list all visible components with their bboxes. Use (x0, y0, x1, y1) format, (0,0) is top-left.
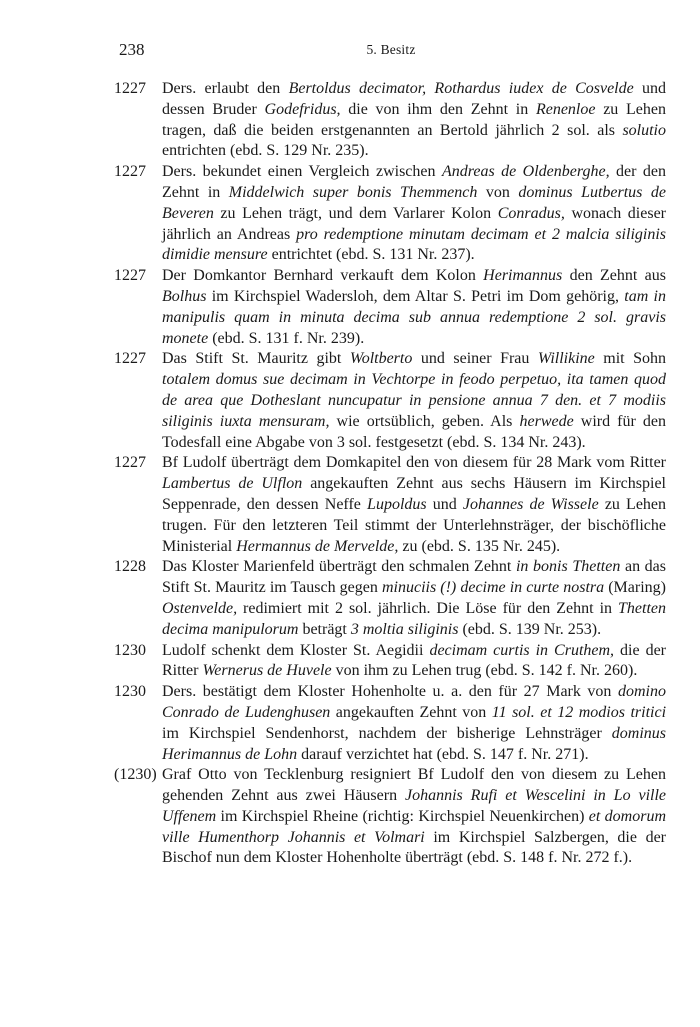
entry-year: 1230 (114, 683, 146, 701)
entry-text-segment: entrichten (ebd. S. 129 Nr. 235). (162, 142, 369, 160)
entry-text-segment: wie ortsüblich, geben. Als (329, 412, 520, 430)
entry-year: 1227 (114, 454, 146, 472)
chronicle-entries (114, 79, 666, 869)
entry-text-segment: Ders. bekundet einen Vergleich zwischen (162, 163, 442, 181)
entry-text-segment: Der Domkantor Bernhard verkauft dem Kolon (162, 267, 484, 285)
entry-year: 1230 (114, 641, 146, 659)
entry-text-segment: entrichtet (ebd. S. 131 Nr. 237). (267, 246, 475, 264)
entry-text-segment: angekauften Zehnt aus sechs Häusern im Kirchspiel Seppenrade, den dessen Neffe (162, 475, 666, 513)
entry-text (162, 557, 666, 640)
latin-quote: solutio (622, 121, 666, 139)
latin-quote: Woltberto (349, 350, 413, 368)
entry-year: 1228 (114, 558, 146, 576)
entry-text-segment: (ebd. S. 131 f. Nr. 239). (208, 329, 365, 347)
entry-text (162, 349, 666, 453)
entry-text-segment: (ebd. S. 139 Nr. 253). (458, 620, 602, 638)
entry-text-segment: zu Lehen trägt, und dem Varlarer Kolon (213, 204, 498, 222)
latin-quote: minuciis (!) decime in curte nostra (381, 579, 605, 597)
entry-text-segment: die von ihm den Zehnt in (340, 100, 536, 118)
entry-text-segment: mit Sohn (594, 350, 666, 368)
entry-year: 1227 (114, 163, 146, 181)
entry-text-segment: und (426, 495, 463, 513)
page-header (119, 40, 663, 64)
entry-text-segment: angekauften Zehnt von (330, 703, 492, 721)
running-head: 5. Besitz (366, 42, 416, 57)
latin-quote: Bertoldus decimator, Rothardus iudex de Cosvelde (288, 80, 634, 97)
entry-text-segment: von (477, 183, 519, 201)
latin-quote: Lupoldus (367, 495, 427, 513)
entry-text-segment: im Kirchspiel Rheine (richtig: Kirchspiel Neuenkirchen) (216, 807, 589, 825)
latin-quote: Conradus, (497, 204, 565, 222)
latin-quote: Bolhus (162, 287, 207, 305)
entry-year: 1227 (114, 80, 146, 97)
entry-text-segment: beträgt (298, 620, 351, 638)
latin-quote: in bonis Thetten (515, 558, 621, 576)
entry-text-segment: Graf Otto von Tecklenburg resigniert Bf Ludolf den von diesem zu Lehen gehenden Zehnt aus zwei Häusern (162, 766, 666, 805)
entry-text-segment: Das Kloster Marienfeld überträgt den schmalen Zehnt (162, 558, 516, 576)
latin-quote: Thetten decima manipulorum (162, 599, 666, 638)
entry-text (162, 453, 666, 557)
latin-quote: Andreas de Oldenberghe, (441, 163, 610, 181)
entry-text-segment: (Maring) (604, 579, 666, 597)
entry-text-segment: zu Lehen tragen, daß die beiden erstgenannten an Bertold jährlich 2 sol. als (162, 100, 666, 139)
latin-quote: domino Conrado de Ludenghusen (162, 683, 666, 721)
entry-text-segment: zu (ebd. S. 135 Nr. 245). (398, 537, 561, 555)
entry-text-segment: zu Lehen trugen. Für den letzteren Teil stimmt der Unterlehnsträger, der bischöfliche Ministerial (162, 495, 667, 555)
entry-text-segment: Das Stift St. Mauritz gibt (162, 350, 350, 368)
latin-quote: Wernerus de Huvele (202, 662, 332, 680)
entry-text-segment: Ders. erlaubt den (162, 80, 289, 97)
chronicle-entry (114, 557, 666, 640)
entry-year: 1227 (114, 267, 146, 285)
chronicle-entry (114, 682, 666, 765)
chronicle-entry (114, 765, 666, 869)
latin-quote: Godefridus, (264, 100, 341, 118)
entry-text (162, 79, 666, 162)
latin-quote: pro redemptione minutam decimam et 2 malcia siliginis dimidie mensure (162, 225, 667, 264)
entry-text (162, 765, 666, 869)
latin-quote: herwede (519, 412, 574, 430)
latin-quote: tam in manipulis quam in minuta decima sub annua redemptione 2 sol. gravis monete (162, 287, 666, 347)
latin-quote: decimam curtis in Cruthem, (429, 641, 615, 659)
chronicle-entry (114, 349, 666, 453)
entry-text-segment: Bf Ludolf überträgt dem Domkapitel den von diesem für 28 Mark vom Ritter (162, 454, 666, 472)
latin-quote: dominus Lutbertus de Beveren (162, 183, 667, 222)
entry-text-segment: wird für den Todesfall eine Abgabe von 3 sol. festgesetzt (ebd. S. 134 Nr. 243). (162, 412, 666, 451)
latin-quote: Willikine (537, 350, 595, 368)
latin-quote: Johannes de Wissele (462, 495, 599, 513)
latin-quote: 11 sol. et 12 modios tritici (491, 703, 667, 721)
entry-text-segment: darauf verzichtet hat (ebd. S. 147 f. Nr. 271). (297, 745, 589, 763)
entry-text-segment: Ders. bestätigt dem Kloster Hohenholte u. a. den für 27 Mark von (162, 683, 618, 701)
chronicle-entry (114, 79, 666, 162)
entry-text-segment: und dessen Bruder (162, 80, 667, 118)
entry-text (162, 682, 666, 765)
chronicle-entry (114, 453, 666, 557)
latin-quote: Ostenvelde, (162, 599, 238, 617)
entry-text-segment: im Kirchspiel Salzbergen, die der Bischof nun dem Kloster Hohenholte überträgt (ebd. S. 148 f. Nr. 272 f.). (162, 828, 666, 867)
entry-year: 1227 (114, 350, 146, 368)
latin-quote: totalem domus sue decimam in Vechtorpe in feodo perpetuo, ita tamen quod de area que Dotheslant nuncupatur in pensione annua 7 den. et 7 modiis siliginis iuxta mensuram, (162, 371, 666, 430)
chronicle-entry (114, 266, 666, 349)
entry-text-segment: den Zehnt aus (562, 267, 666, 285)
entry-text-segment: und seiner Frau (412, 350, 538, 368)
entry-text-segment: an das Stift St. Mauritz im Tausch gegen (162, 558, 667, 597)
latin-quote: Lambertus de Ulflon (162, 475, 303, 493)
entry-text (162, 162, 666, 266)
entry-text-segment: im Kirchspiel Wadersloh, dem Altar S. Petri im Dom gehörig, (206, 287, 625, 305)
entry-text-segment: wonach dieser jährlich an Andreas (162, 204, 667, 243)
entry-text-segment: im Kirchspiel Sendenhorst, nachdem der bisherige Lehnsträger (162, 724, 612, 742)
latin-quote: Herimannus (483, 267, 563, 285)
entry-text-segment: von ihm zu Lehen trug (ebd. S. 142 f. Nr. 260). (331, 662, 638, 680)
entry-text (162, 641, 666, 683)
latin-quote: 3 moltia siliginis (350, 620, 459, 638)
latin-quote: Hermannus de Mervelde, (236, 537, 399, 555)
chronicle-entry (114, 641, 666, 683)
page-number: 238 (119, 40, 145, 59)
latin-quote: Johannis Rufi et Wescelini in Lo ville Uffenem (162, 787, 667, 825)
entry-text-segment: der den Zehnt in (162, 163, 667, 201)
entry-text-segment: redimiert mit 2 sol. jährlich. Die Löse für den Zehnt in (237, 599, 618, 617)
latin-quote: Middelwich super bonis Themmench (228, 183, 478, 201)
entry-text-segment: Ludolf schenkt dem Kloster St. Aegidii (162, 641, 430, 659)
entry-text (162, 266, 666, 349)
latin-quote: Renenloe (535, 100, 596, 118)
latin-quote: et domorum ville Humenthorp Johannis et Volmari (162, 807, 666, 846)
latin-quote: dominus Herimannus de Lohn (162, 724, 666, 763)
chronicle-entry (114, 162, 666, 266)
entry-year: (1230) (114, 766, 157, 784)
entry-text-segment: die der Ritter (162, 641, 666, 680)
